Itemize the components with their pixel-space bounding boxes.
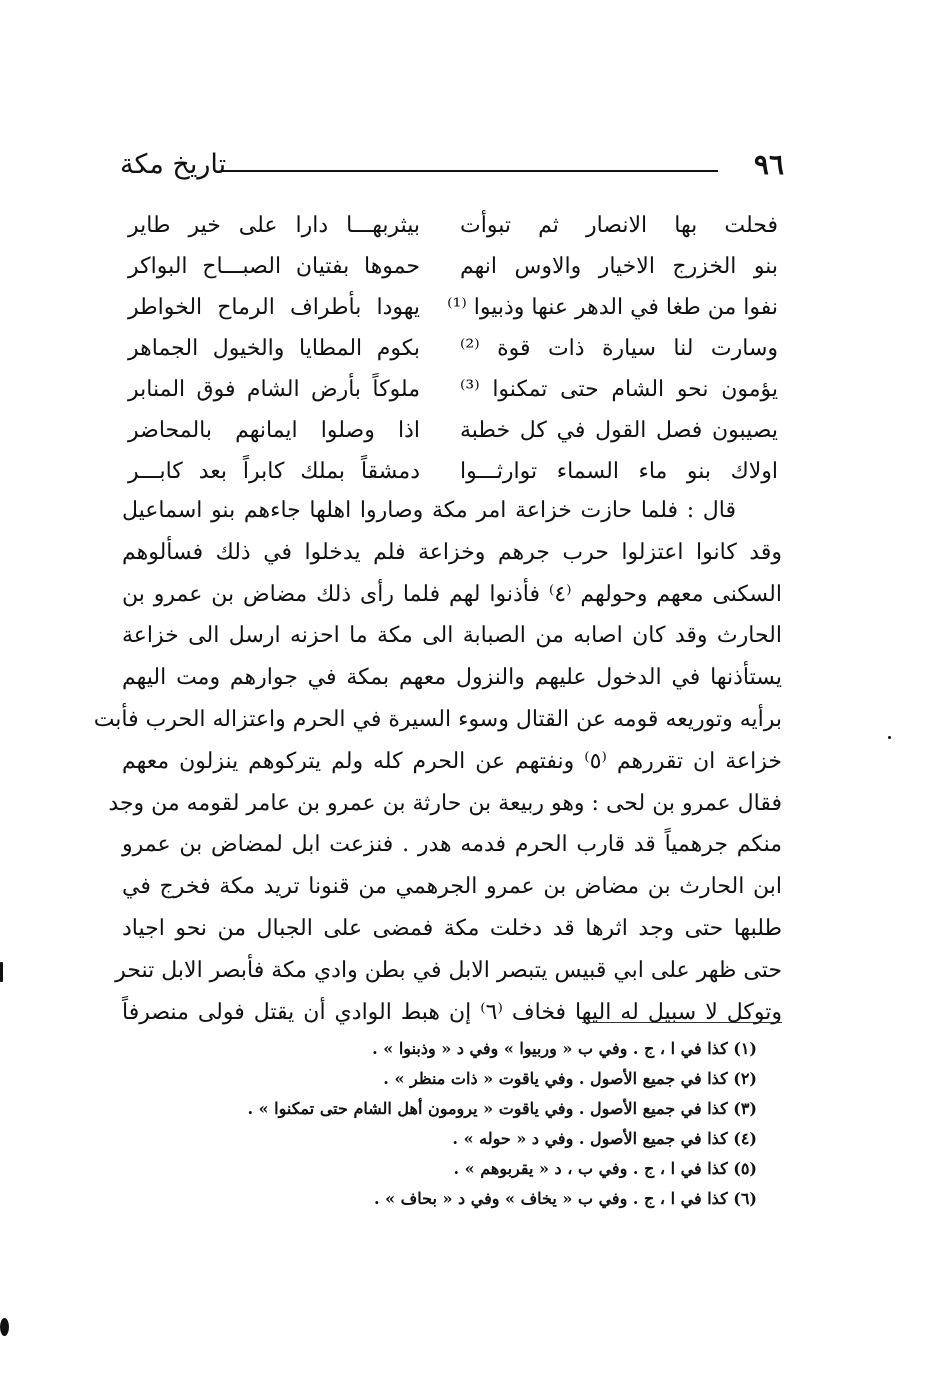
verse-5 [128, 369, 778, 410]
footnote-2: (٢) كذا في جميع الأصول . وفي ياقوت « ذات منظر » . [383, 1069, 757, 1088]
verse-1 [128, 205, 778, 246]
hemistich-second: بيثربهـــا دارا على خير طاير [128, 213, 420, 238]
prose-line: يستأذنها في الدخول عليهم والنزول معهم بمكة في جوارهم ومت اليهم [122, 665, 782, 691]
footnote-3: (٣) كذا في جميع الأصول . وفي ياقوت « يرومون أهل الشام حتى تمكنوا » . [247, 1099, 757, 1118]
prose-line: حتى ظهر على ابي قبيس يتبصر الابل في بطن وادي مكة فأبصر الابل تنحر [115, 957, 782, 983]
prose-line: برأيه وتوريعه قومه عن القتال وسوء السيرة في الحرم واعتزاله الحرب فأبت [93, 706, 782, 732]
hemistich-second: حموها بفتيان الصبـــاح البواكر [128, 254, 420, 279]
footnotes [197, 1034, 757, 1214]
verse-3 [128, 287, 778, 328]
poem [128, 205, 778, 492]
hemistich-second: دمشقاً بملك كابراً بعد كابـــر [128, 459, 420, 484]
scan-speck [0, 962, 3, 982]
hemistich-first: بنو الخزرج الاخيار والاوس انهم [460, 254, 778, 279]
prose-line: خزاعة ان تقررهم ⁽٥⁾ ونفتهم عن الحرم كله ولم يتركوهم ينزلون معهم [122, 748, 782, 774]
header-rule [222, 170, 718, 172]
verse-4 [128, 328, 778, 369]
hemistich-first: وسارت لنا سيارة ذات قوة ⁽²⁾ [460, 336, 778, 361]
footnote-5: (٥) كذا في ا ، ج . وفي ب ، د « يقربوهم » . [453, 1159, 757, 1178]
verse-6 [128, 410, 778, 451]
running-title: تاريخ مكة [120, 149, 227, 180]
hemistich-first: نفوا من طغا في الدهر عنها وذبيوا ⁽¹⁾ [447, 295, 778, 320]
prose-line: السكنى معهم وحولهم ⁽٤⁾ فأذنوا لهم فلما رأى ذلك مضاض بن عمرو بن [122, 581, 782, 607]
prose-line: ابن الحارث بن مضاض بن عمرو الجرهمي من قنونا تريد مكة فخرج في [122, 874, 782, 900]
prose-line: وقد كانوا اعتزلوا حرب جرهم وخزاعة فلم يدخلوا في ذلك فسألوهم [122, 539, 782, 565]
scan-speck [888, 736, 891, 739]
prose-line: وتوكل لا سبيل له اليها فخاف ⁽٦⁾ إن هبط الوادي أن يقتل فولى منصرفاً [122, 999, 782, 1025]
hemistich-second: يهودا بأطراف الرماح الخواطر [128, 295, 420, 320]
footnote-1: (١) كذا في ا ، ج . وفي ب « وربيوا » وفي د « وذبنوا » . [372, 1039, 757, 1058]
verse-7 [128, 451, 778, 492]
prose-paragraph [93, 490, 782, 1033]
footnote-6: (٦) كذا في ا ، ج . وفي ب « يخاف » وفي د « بحاف » . [373, 1189, 757, 1208]
hemistich-first: فحلت بها الانصار ثم تبوأت [460, 213, 778, 238]
hemistich-first: يؤمون نحو الشام حتى تمكنوا ⁽³⁾ [460, 377, 778, 402]
hemistich-second: ملوكاً بأرض الشام فوق المنابر [128, 377, 420, 402]
footnote-4: (٤) كذا في جميع الأصول . وفي د « حوله » . [452, 1129, 757, 1148]
prose-line: الحارث وقد كان اصابه من الصبابة الى مكة ما احزنه ارسل الى خزاعة [122, 623, 782, 649]
hemistich-second: بكوم المطايا والخيول الجماهر [128, 336, 420, 361]
hemistich-second: اذا وصلوا ايمانهم بالمحاضر [128, 418, 420, 443]
page-number: ٩٦ [753, 148, 784, 181]
prose-line: فقال عمرو بن لحى : وهو ربيعة بن حارثة بن عمرو بن عامر لقومه من وجد [108, 790, 782, 816]
footnote-rule [582, 1022, 782, 1023]
prose-line: منكم جرهمياً قد قارب الحرم فدمه هدر . فنزعت ابل لمضاض بن عمرو [122, 832, 782, 858]
hemistich-first: اولاك بنو ماء السماء توارثـــوا [460, 459, 778, 484]
page-header [120, 140, 784, 190]
hemistich-first: يصيبون فصل القول في كل خطبة [460, 418, 778, 443]
scan-speck [0, 1318, 9, 1336]
prose-line: قال : فلما حازت خزاعة امر مكة وصاروا اهلها جاءهم بنو اسماعيل [122, 498, 736, 523]
verse-2 [128, 246, 778, 287]
prose-line: طلبها حتى وجد اثرها قد دخلت مكة فمضى على الجبال من نحو اجياد [122, 915, 782, 941]
